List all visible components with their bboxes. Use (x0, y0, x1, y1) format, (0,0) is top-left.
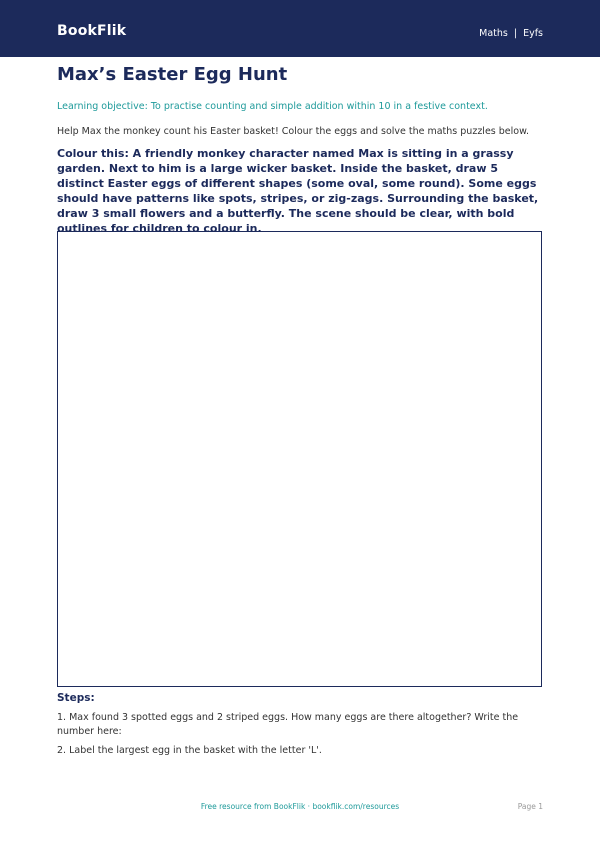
step-item: 2. Label the largest egg in the basket with the letter 'L'. (57, 745, 322, 756)
steps-list (57, 711, 542, 763)
header-bar (0, 0, 600, 57)
page-title: Max’s Easter Egg Hunt (57, 64, 288, 85)
brand-logo[interactable]: BookFlik (57, 23, 127, 39)
steps-heading: Steps: (57, 692, 95, 704)
footer-text[interactable]: Free resource from BookFlik · bookflik.com/resources (200, 802, 400, 811)
subject-label: Maths (479, 28, 508, 39)
page-number: Page 1 (517, 802, 543, 811)
level-label: Eyfs (523, 28, 543, 39)
step-item: 1. Max found 3 spotted eggs and 2 striped eggs. How many eggs are there altogether? Write the number here: (57, 712, 519, 737)
intro-text: Help Max the monkey count his Easter basket! Colour the eggs and solve the maths puzzles below. (57, 126, 529, 137)
learning-objective: Learning objective: To practise counting and simple addition within 10 in a festive context. (57, 101, 488, 112)
meta-separator: | (513, 28, 518, 39)
colouring-prompt: Colour this: A friendly monkey character named Max is sitting in a grassy garden. Next to him is a large wicker basket. Inside the basket, draw 5 distinct Easter eggs of different shapes (some oval, some round). Some eggs should have patterns like spots, stripes, or zig-zags. Surrounding the basket, draw 3 small flowers and a butterfly. The scene should be clear, with bold outlines for children to colour in. (57, 147, 539, 235)
colouring-area[interactable] (57, 231, 542, 687)
header-meta (479, 28, 543, 39)
